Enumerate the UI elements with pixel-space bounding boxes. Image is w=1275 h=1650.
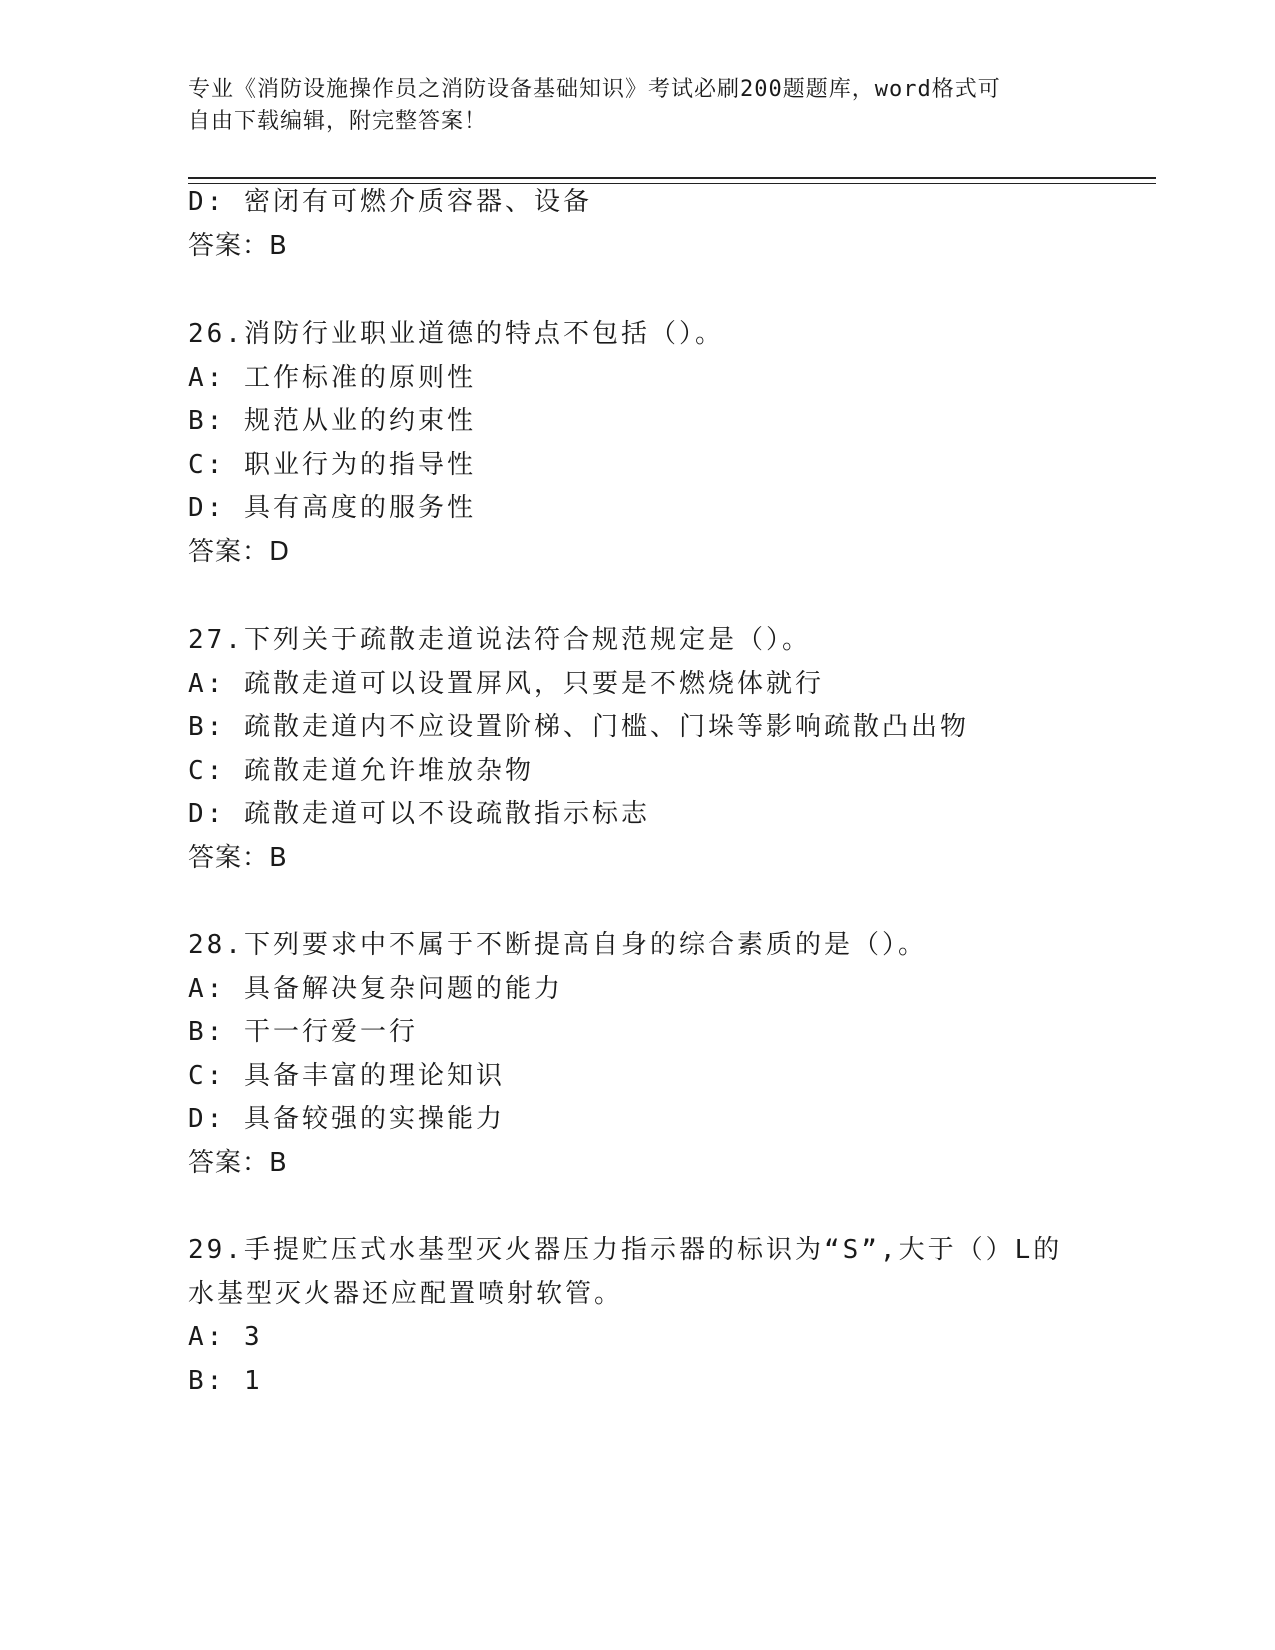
q29-stem-line-1: 29.手提贮压式水基型灭火器压力指示器的标识为“S”,大于（）L的 bbox=[188, 1235, 1063, 1265]
q28-answer: 答案：B bbox=[188, 1148, 288, 1178]
q29-option-a: A: 3 bbox=[188, 1322, 263, 1352]
q27-option-d: D: 疏散走道可以不设疏散指示标志 bbox=[188, 799, 650, 829]
q26-stem: 26.消防行业职业道德的特点不包括（）。 bbox=[188, 319, 724, 349]
q26-answer: 答案：D bbox=[188, 537, 291, 567]
q27-answer: 答案：B bbox=[188, 843, 288, 873]
q28-option-b: B: 干一行爱一行 bbox=[188, 1017, 418, 1047]
q27-option-c: C: 疏散走道允许堆放杂物 bbox=[188, 756, 534, 786]
q27-stem: 27.下列关于疏散走道说法符合规范规定是（）。 bbox=[188, 625, 811, 655]
q28-stem: 28.下列要求中不属于不断提高自身的综合素质的是（）。 bbox=[188, 930, 927, 960]
q27-option-a: A: 疏散走道可以设置屏风，只要是不燃烧体就行 bbox=[188, 669, 824, 699]
prev-option-d: D: 密闭有可燃介质容器、设备 bbox=[188, 187, 592, 217]
q29-stem-line-2: 水基型灭火器还应配置喷射软管。 bbox=[188, 1279, 624, 1309]
header-line-1: 专业《消防设施操作员之消防设备基础知识》考试必刷200题题库，word格式可 bbox=[188, 77, 1001, 102]
header-line-2: 自由下载编辑，附完整答案！ bbox=[188, 109, 488, 134]
header-divider-thick bbox=[188, 177, 1156, 179]
document-header bbox=[188, 74, 1088, 138]
q26-option-d: D: 具有高度的服务性 bbox=[188, 493, 476, 523]
q26-option-b: B: 规范从业的约束性 bbox=[188, 406, 476, 436]
q28-option-d: D: 具备较强的实操能力 bbox=[188, 1104, 505, 1134]
prev-answer: 答案：B bbox=[188, 231, 288, 261]
q29-option-b: B: 1 bbox=[188, 1366, 263, 1396]
q28-option-c: C: 具备丰富的理论知识 bbox=[188, 1061, 505, 1091]
q27-option-b: B: 疏散走道内不应设置阶梯、门槛、门垛等影响疏散凸出物 bbox=[188, 712, 969, 742]
q28-option-a: A: 具备解决复杂问题的能力 bbox=[188, 974, 563, 1004]
q26-option-c: C: 职业行为的指导性 bbox=[188, 450, 476, 480]
q26-option-a: A: 工作标准的原则性 bbox=[188, 363, 476, 393]
